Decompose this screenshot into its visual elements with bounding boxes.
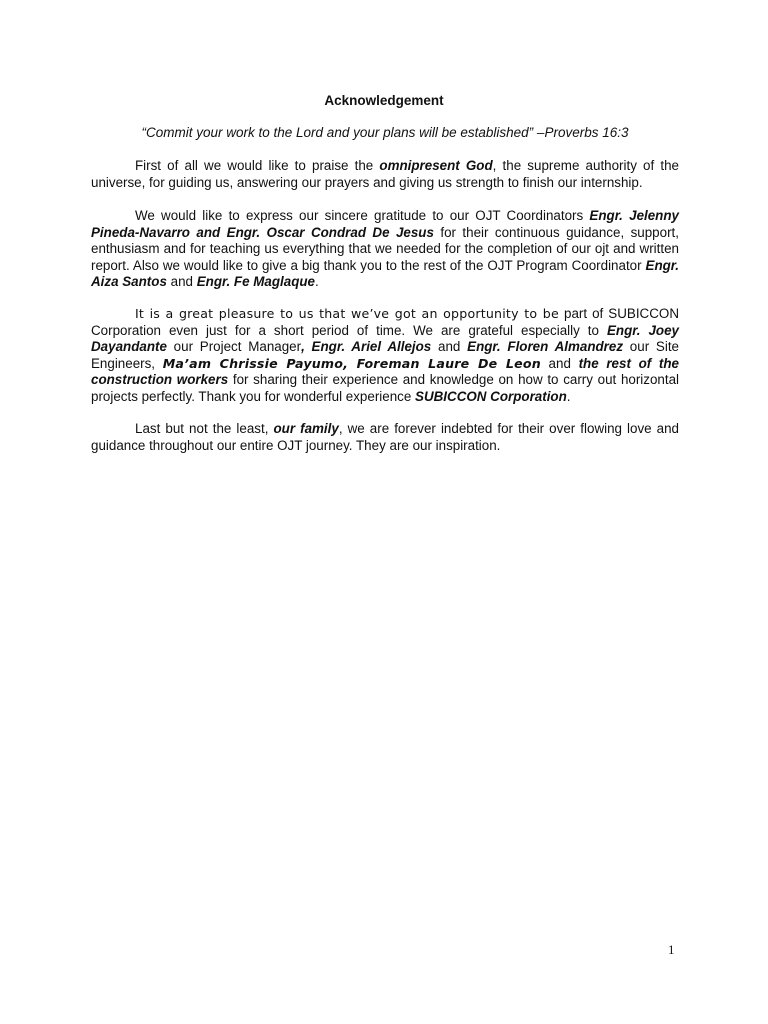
text-run: part of SUBICCON Corporation even just for a short period of time. We are grateful especially to (91, 306, 679, 338)
paragraph-coordinators (91, 208, 679, 291)
paragraph-praise (91, 158, 679, 191)
text-run: First of all we would like to praise the (135, 158, 380, 173)
text-run: , the supreme authority of the universe, for guiding us, answering our prayers and giving us strength to finish our internship. (91, 158, 679, 190)
text-run: for sharing their experience and knowledge on how to carry out horizontal projects perfectly. Thank you for wonderful experience (91, 372, 680, 404)
text-run: We would like to express our sincere gratitude to our OJT Coordinators (135, 208, 590, 223)
emphasis-run: Engr. Jelenny Pineda-Navarro and Engr. Oscar Condrad De Jesus (91, 208, 679, 240)
emphasis-run: Engr. Fe Maglaque (196, 274, 316, 290)
emphasis-run: Engr. Floren Almandrez (467, 339, 624, 355)
emphasis-run: our family (273, 421, 339, 436)
paragraph-subiccon (91, 306, 679, 406)
text-run: . (315, 274, 319, 290)
text-run: our Project Manager (166, 339, 302, 355)
emphasis-run: omnipresent God (379, 158, 493, 173)
emphasis-run: the rest of the construction workers (91, 355, 679, 388)
emphasis-run: , Engr. Ariel Allejos (301, 339, 432, 355)
epigraph (92, 125, 678, 140)
text-run: It is a great pleasure to us that we’ve got an opportunity to be (135, 306, 559, 321)
text-run: Last but not the least, (135, 421, 274, 436)
text-run: for their continuous guidance, support, enthusiasm and for teaching us everything that we needed for the completion of our ojt and written report. Also we would like to give a big thank you to the rest of the OJT Program Coordinator (91, 224, 679, 273)
epigraph-quote: “Commit your work to the Lord and your plans will be established” – (141, 125, 545, 140)
emphasis-run: Ma’am Chrissie Payumo, Foreman Laure De Leon (162, 355, 541, 371)
text-run: . (566, 388, 571, 404)
epigraph-reference: Proverbs 16:3 (544, 125, 629, 140)
text-run: and (540, 355, 579, 371)
text-run: and (431, 339, 468, 355)
text-run: and (166, 274, 197, 290)
text-run: , we are forever indebted for their over flowing love and guidance throughout our entire OJT journey. They are our inspiration. (91, 421, 680, 453)
emphasis-run: Engr. Joey Dayandante (91, 322, 679, 355)
emphasis-run: Engr. Aiza Santos (91, 257, 679, 290)
page-number: 1 (668, 942, 675, 957)
text-run: our Site Engineers, (91, 339, 679, 371)
emphasis-run: SUBICCON Corporation (415, 388, 567, 404)
page-title: Acknowledgement (324, 93, 444, 108)
paragraph-family (91, 421, 679, 454)
